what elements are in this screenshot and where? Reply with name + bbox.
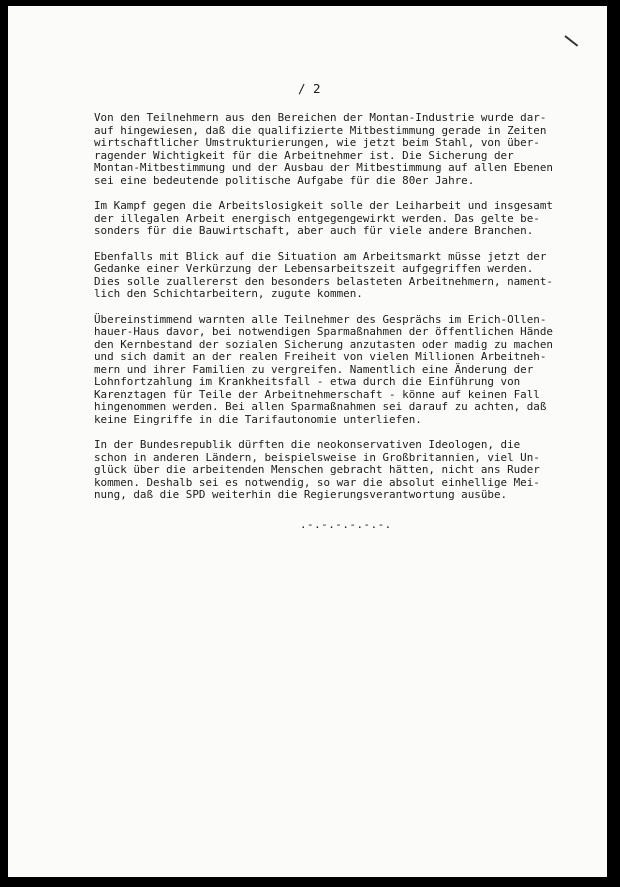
corner-tick-mark	[564, 35, 578, 46]
paragraph-lebensarbeitszeit: Ebenfalls mit Blick auf die Situation am Arbeitsmarkt müsse jetzt der Gedanke einer Verkürzung der Lebensarbeitszeit aufgegriffen werden. Dies solle zuallererst den besonders belasteten Arbeitnehmern, nament- lich den Schichtarbeitern, zugute kommen.	[94, 249, 553, 300]
document-body	[94, 112, 598, 515]
page-number: / 2	[298, 81, 321, 96]
paragraph-sparmassnahmen: Übereinstimmend warnten alle Teilnehmer des Gesprächs im Erich-Ollen- hauer-Haus davor, bei notwendigen Sparmaßnahmen der öffentlichen Hände den Kernbestand der sozialen Sicherung anzutasten oder madig zu machen und sich damit an der realen Freiheit von vielen Millionen Arbeitneh- mern und ihrer Familien zu vergreifen. Namentlich eine Änderung der Lohnfortzahlung im Krankheitsfall - etwa durch die Einführung von Karenztagen für Teile der Arbeitnehmerschaft - könne auf keinen Fall hingenommen werden. Bei allen Sparmaßnahmen sei darauf zu achten, daß keine Eingriffe in die Tarifautonomie unterliefen.	[94, 312, 553, 426]
paragraph-leiharbeit: Im Kampf gegen die Arbeitslosigkeit solle der Leiharbeit und insgesamt der illegalen Arbeit energisch entgegengewirkt werden. Das gelte be- sonders für die Bauwirtschaft, aber auch für viele andere Branchen.	[94, 199, 553, 237]
paragraph-neokonservative: In der Bundesrepublik dürften die neokonservativen Ideologen, die schon in anderen Ländern, beispielsweise in Großbritannien, viel Un- glück über die arbeitenden Menschen gebracht hätten, nicht ans Ruder kommen. Deshalb sei es notwendig, so war die absolut einhellige Mei- nung, daß die SPD weiterhin die Regierungsverantwortung ausübe.	[94, 438, 540, 501]
paragraph-montan-mitbestimmung: Von den Teilnehmern aus den Bereichen der Montan-Industrie wurde dar- auf hingewiesen, daß die qualifizierte Mitbestimmung gerade in Zeiten wirtschaftlicher Umstrukturierungen, wie jetzt beim Stahl, von über- ragender Wichtigkeit für die Arbeitnehmer ist. Die Sicherung der Montan-Mitbestimmung und der Ausbau der Mitbestimmung auf allen Ebenen sei eine bedeutende politische Aufgabe für die 80er Jahre.	[94, 111, 553, 187]
document-page	[8, 6, 607, 877]
end-marker: .-.-.-.-.-.-.	[300, 518, 392, 531]
